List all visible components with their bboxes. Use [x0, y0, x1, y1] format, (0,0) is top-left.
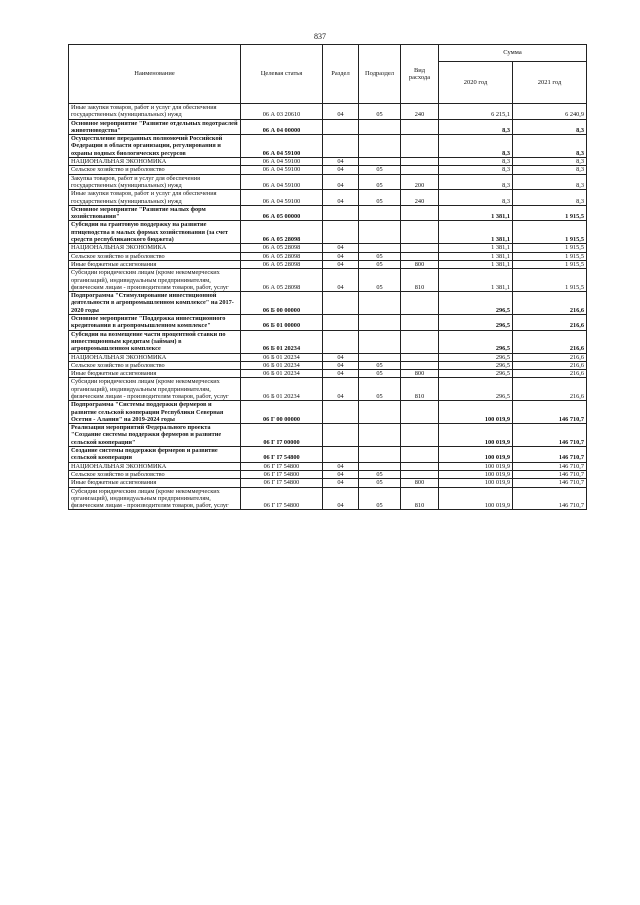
row-name: Иные закупки товаров, работ и услуг для обеспечения государственных (муниципальных) нужд [69, 190, 241, 206]
row-name: Основное мероприятие "Поддержка инвестиционного кредитования в агропромышленном комплексе" [69, 315, 241, 331]
row-name: Субсидии юридическим лицам (кроме некоммерческих организаций), индивидуальным предпринимателям, физическим лицам - производителям товаров, работ, услуг [69, 487, 241, 510]
row-sum-2020: 296,5 [439, 378, 513, 401]
table-row [69, 104, 587, 120]
row-sum-2021: 8,3 [513, 119, 587, 135]
row-target-code: 06 А 05 28098 [241, 269, 323, 292]
row-expense-type [401, 401, 439, 424]
row-expense-type [401, 353, 439, 361]
table-row [69, 479, 587, 487]
table-row [69, 174, 587, 190]
row-target-code: 06 А 05 28098 [241, 221, 323, 244]
table-row [69, 378, 587, 401]
row-section: 04 [323, 479, 359, 487]
row-target-code: 06 А 04 59100 [241, 166, 323, 174]
header-name: Наименование [69, 45, 241, 104]
row-subsection: 05 [359, 487, 401, 510]
table-row [69, 361, 587, 369]
table-row [69, 401, 587, 424]
row-sum-2020: 296,5 [439, 292, 513, 315]
row-sum-2021: 146 710,7 [513, 462, 587, 470]
row-sum-2020: 100 019,9 [439, 479, 513, 487]
row-expense-type [401, 470, 439, 478]
row-sum-2021: 1 915,5 [513, 260, 587, 268]
row-subsection: 05 [359, 174, 401, 190]
row-expense-type [401, 462, 439, 470]
row-expense-type: 240 [401, 190, 439, 206]
row-section: 04 [323, 370, 359, 378]
row-subsection [359, 119, 401, 135]
header-year-2020: 2020 год [439, 62, 513, 104]
row-name: Субсидии юридическим лицам (кроме некоммерческих организаций), индивидуальным предпринимателям, физическим лицам - производителям товаров, работ, услуг [69, 378, 241, 401]
row-subsection: 05 [359, 370, 401, 378]
row-target-code: 06 Г I7 54800 [241, 462, 323, 470]
row-subsection: 05 [359, 166, 401, 174]
row-expense-type [401, 135, 439, 158]
table-row [69, 370, 587, 378]
row-sum-2020: 100 019,9 [439, 470, 513, 478]
table-row [69, 447, 587, 463]
table-row [69, 353, 587, 361]
row-name: Субсидии юридическим лицам (кроме некоммерческих организаций), индивидуальным предпринимателям, физическим лицам - производителям товаров, работ, услуг [69, 269, 241, 292]
row-target-code: 06 А 03 20610 [241, 104, 323, 120]
row-sum-2021: 146 710,7 [513, 401, 587, 424]
row-section: 04 [323, 269, 359, 292]
row-section [323, 447, 359, 463]
row-section [323, 119, 359, 135]
row-subsection [359, 330, 401, 353]
row-section: 04 [323, 260, 359, 268]
row-expense-type [401, 119, 439, 135]
table-row [69, 252, 587, 260]
row-expense-type: 200 [401, 174, 439, 190]
row-sum-2020: 1 381,1 [439, 244, 513, 252]
row-subsection: 05 [359, 252, 401, 260]
row-section: 04 [323, 353, 359, 361]
row-target-code: 06 Б 01 20234 [241, 330, 323, 353]
row-expense-type [401, 361, 439, 369]
row-sum-2021: 1 915,5 [513, 221, 587, 244]
row-sum-2021: 1 915,5 [513, 244, 587, 252]
row-section [323, 221, 359, 244]
row-expense-type [401, 330, 439, 353]
row-section: 04 [323, 244, 359, 252]
row-target-code: 06 Б 01 20234 [241, 378, 323, 401]
row-sum-2021: 146 710,7 [513, 470, 587, 478]
table-row [69, 205, 587, 221]
row-expense-type [401, 244, 439, 252]
row-name: Подпрограмма "Системы поддержки фермеров и развитие сельской кооперации Республики Северная Осетия - Алания" на 2019-2024 годы [69, 401, 241, 424]
row-section: 04 [323, 470, 359, 478]
row-name: НАЦИОНАЛЬНАЯ ЭКОНОМИКА [69, 353, 241, 361]
row-name: Субсидии на грантовую поддержку на развитие птицеводства в малых формах хозяйствования (за счет средств республиканского бюджета) [69, 221, 241, 244]
row-subsection: 05 [359, 479, 401, 487]
row-sum-2020: 6 215,1 [439, 104, 513, 120]
row-section: 04 [323, 462, 359, 470]
row-section: 04 [323, 361, 359, 369]
header-year-2021: 2021 год [513, 62, 587, 104]
row-sum-2021: 216,6 [513, 361, 587, 369]
row-subsection [359, 158, 401, 166]
row-name: Основное мероприятие "Развитие отдельных подотраслей животноводства" [69, 119, 241, 135]
row-sum-2021: 146 710,7 [513, 447, 587, 463]
row-expense-type: 240 [401, 104, 439, 120]
row-name: НАЦИОНАЛЬНАЯ ЭКОНОМИКА [69, 158, 241, 166]
row-name: НАЦИОНАЛЬНАЯ ЭКОНОМИКА [69, 462, 241, 470]
row-subsection: 05 [359, 378, 401, 401]
row-sum-2021: 1 915,5 [513, 252, 587, 260]
table-row [69, 330, 587, 353]
table-row [69, 135, 587, 158]
row-subsection: 05 [359, 269, 401, 292]
row-sum-2021: 216,6 [513, 292, 587, 315]
header-section: Раздел [323, 45, 359, 104]
page-number: 837 [314, 32, 326, 41]
row-target-code: 06 А 04 59100 [241, 158, 323, 166]
row-sum-2021: 216,6 [513, 353, 587, 361]
row-section [323, 330, 359, 353]
row-target-code: 06 Г 00 00000 [241, 401, 323, 424]
row-sum-2021: 8,3 [513, 158, 587, 166]
row-target-code: 06 А 05 28098 [241, 244, 323, 252]
row-expense-type [401, 315, 439, 331]
row-name: Сельское хозяйство и рыболовство [69, 252, 241, 260]
row-sum-2021: 146 710,7 [513, 479, 587, 487]
table-body [69, 104, 587, 510]
row-name: Закупка товаров, работ и услуг для обеспечения государственных (муниципальных) нужд [69, 174, 241, 190]
row-subsection: 05 [359, 260, 401, 268]
row-expense-type [401, 205, 439, 221]
row-expense-type: 800 [401, 370, 439, 378]
row-sum-2020: 1 381,1 [439, 260, 513, 268]
row-name: Осуществление переданных полномочий Российской Федерации в области организации, регулирования и охраны водных биологических ресурсов [69, 135, 241, 158]
row-sum-2021: 6 240,9 [513, 104, 587, 120]
row-name: Субсидии на возмещение части процентной ставки по инвестиционным кредитам (займам) в агропромышленном комплексе [69, 330, 241, 353]
table-row [69, 260, 587, 268]
row-section: 04 [323, 190, 359, 206]
row-expense-type: 810 [401, 269, 439, 292]
row-name: Иные бюджетные ассигнования [69, 479, 241, 487]
row-target-code: 06 А 04 59100 [241, 174, 323, 190]
row-sum-2020: 8,3 [439, 135, 513, 158]
row-target-code: 06 А 05 28098 [241, 260, 323, 268]
header-sum: Сумма [439, 45, 587, 62]
row-sum-2020: 100 019,9 [439, 462, 513, 470]
row-subsection [359, 462, 401, 470]
row-subsection [359, 244, 401, 252]
table-row [69, 292, 587, 315]
row-sum-2020: 296,5 [439, 361, 513, 369]
row-expense-type [401, 221, 439, 244]
row-name: Подпрограмма "Стимулирование инвестиционной деятельности в агропромышленном комплексе" на 2017-2020 годы [69, 292, 241, 315]
row-subsection [359, 221, 401, 244]
row-sum-2021: 1 915,5 [513, 205, 587, 221]
row-subsection [359, 447, 401, 463]
row-section [323, 401, 359, 424]
row-subsection [359, 401, 401, 424]
row-name: Иные закупки товаров, работ и услуг для обеспечения государственных (муниципальных) нужд [69, 104, 241, 120]
table-row [69, 269, 587, 292]
row-sum-2021: 8,3 [513, 174, 587, 190]
row-name: Основное мероприятие "Развитие малых форм хозяйствования" [69, 205, 241, 221]
table-header [69, 45, 587, 104]
row-sum-2021: 8,3 [513, 166, 587, 174]
row-subsection: 05 [359, 104, 401, 120]
row-sum-2020: 8,3 [439, 174, 513, 190]
row-subsection [359, 424, 401, 447]
row-subsection: 05 [359, 361, 401, 369]
row-sum-2021: 8,3 [513, 190, 587, 206]
table-row [69, 470, 587, 478]
row-sum-2021: 216,6 [513, 315, 587, 331]
table-row [69, 166, 587, 174]
row-sum-2020: 8,3 [439, 190, 513, 206]
row-section [323, 424, 359, 447]
row-name: Реализация мероприятий Федерального проекта "Создание системы поддержки фермеров и развитие сельской кооперации" [69, 424, 241, 447]
row-sum-2020: 1 381,1 [439, 252, 513, 260]
row-expense-type [401, 447, 439, 463]
row-sum-2020: 1 381,1 [439, 221, 513, 244]
row-sum-2020: 296,5 [439, 315, 513, 331]
row-target-code: 06 Г I7 00000 [241, 424, 323, 447]
row-subsection [359, 292, 401, 315]
row-sum-2021: 146 710,7 [513, 487, 587, 510]
table-row [69, 315, 587, 331]
row-target-code: 06 Б 00 00000 [241, 292, 323, 315]
row-sum-2020: 1 381,1 [439, 269, 513, 292]
table-row [69, 190, 587, 206]
header-subsection: Подраздел [359, 45, 401, 104]
row-name: Иные бюджетные ассигнования [69, 260, 241, 268]
row-subsection [359, 315, 401, 331]
row-target-code: 06 А 05 28098 [241, 252, 323, 260]
row-sum-2020: 8,3 [439, 158, 513, 166]
table-row [69, 158, 587, 166]
row-sum-2021: 1 915,5 [513, 269, 587, 292]
row-sum-2020: 100 019,9 [439, 487, 513, 510]
row-target-code: 06 Г I7 54800 [241, 479, 323, 487]
row-section [323, 205, 359, 221]
row-sum-2020: 296,5 [439, 330, 513, 353]
row-target-code: 06 Г I7 54800 [241, 487, 323, 510]
row-expense-type [401, 292, 439, 315]
row-target-code: 06 А 04 00000 [241, 119, 323, 135]
row-sum-2020: 296,5 [439, 370, 513, 378]
row-expense-type [401, 252, 439, 260]
row-sum-2020: 100 019,9 [439, 424, 513, 447]
row-expense-type: 810 [401, 378, 439, 401]
row-sum-2021: 216,6 [513, 370, 587, 378]
row-expense-type [401, 424, 439, 447]
row-sum-2020: 1 381,1 [439, 205, 513, 221]
row-subsection [359, 135, 401, 158]
row-name: Сельское хозяйство и рыболовство [69, 470, 241, 478]
row-section [323, 315, 359, 331]
row-name: Создание системы поддержки фермеров и развитие сельской кооперации [69, 447, 241, 463]
row-section: 04 [323, 158, 359, 166]
table-row [69, 462, 587, 470]
row-sum-2021: 8,3 [513, 135, 587, 158]
row-name: Сельское хозяйство и рыболовство [69, 361, 241, 369]
row-target-code: 06 Б 01 20234 [241, 353, 323, 361]
row-sum-2021: 216,6 [513, 378, 587, 401]
table-row [69, 221, 587, 244]
row-section: 04 [323, 174, 359, 190]
row-target-code: 06 А 04 59100 [241, 135, 323, 158]
header-expense-type: Вид расхода [401, 45, 439, 104]
row-subsection [359, 205, 401, 221]
row-sum-2020: 100 019,9 [439, 401, 513, 424]
row-name: Сельское хозяйство и рыболовство [69, 166, 241, 174]
row-section: 04 [323, 104, 359, 120]
row-expense-type: 810 [401, 487, 439, 510]
row-subsection: 05 [359, 470, 401, 478]
row-section [323, 292, 359, 315]
table-row [69, 424, 587, 447]
row-sum-2021: 216,6 [513, 330, 587, 353]
row-target-code: 06 А 04 59100 [241, 190, 323, 206]
row-name: НАЦИОНАЛЬНАЯ ЭКОНОМИКА [69, 244, 241, 252]
table-row [69, 244, 587, 252]
row-section: 04 [323, 487, 359, 510]
row-target-code: 06 Г I7 54800 [241, 447, 323, 463]
row-sum-2021: 146 710,7 [513, 424, 587, 447]
row-sum-2020: 8,3 [439, 119, 513, 135]
row-target-code: 06 Б 01 20234 [241, 370, 323, 378]
row-subsection: 05 [359, 190, 401, 206]
row-sum-2020: 100 019,9 [439, 447, 513, 463]
row-target-code: 06 А 05 00000 [241, 205, 323, 221]
row-expense-type: 800 [401, 260, 439, 268]
row-target-code: 06 Б 01 00000 [241, 315, 323, 331]
row-target-code: 06 Б 01 20234 [241, 361, 323, 369]
row-sum-2020: 8,3 [439, 166, 513, 174]
row-section: 04 [323, 378, 359, 401]
row-subsection [359, 353, 401, 361]
row-expense-type: 800 [401, 479, 439, 487]
row-target-code: 06 Г I7 54800 [241, 470, 323, 478]
row-sum-2020: 296,5 [439, 353, 513, 361]
row-name: Иные бюджетные ассигнования [69, 370, 241, 378]
header-target: Целевая статья [241, 45, 323, 104]
row-section: 04 [323, 252, 359, 260]
row-section: 04 [323, 166, 359, 174]
row-expense-type [401, 158, 439, 166]
row-section [323, 135, 359, 158]
row-expense-type [401, 166, 439, 174]
table-row [69, 487, 587, 510]
table-row [69, 119, 587, 135]
budget-table [68, 44, 587, 510]
